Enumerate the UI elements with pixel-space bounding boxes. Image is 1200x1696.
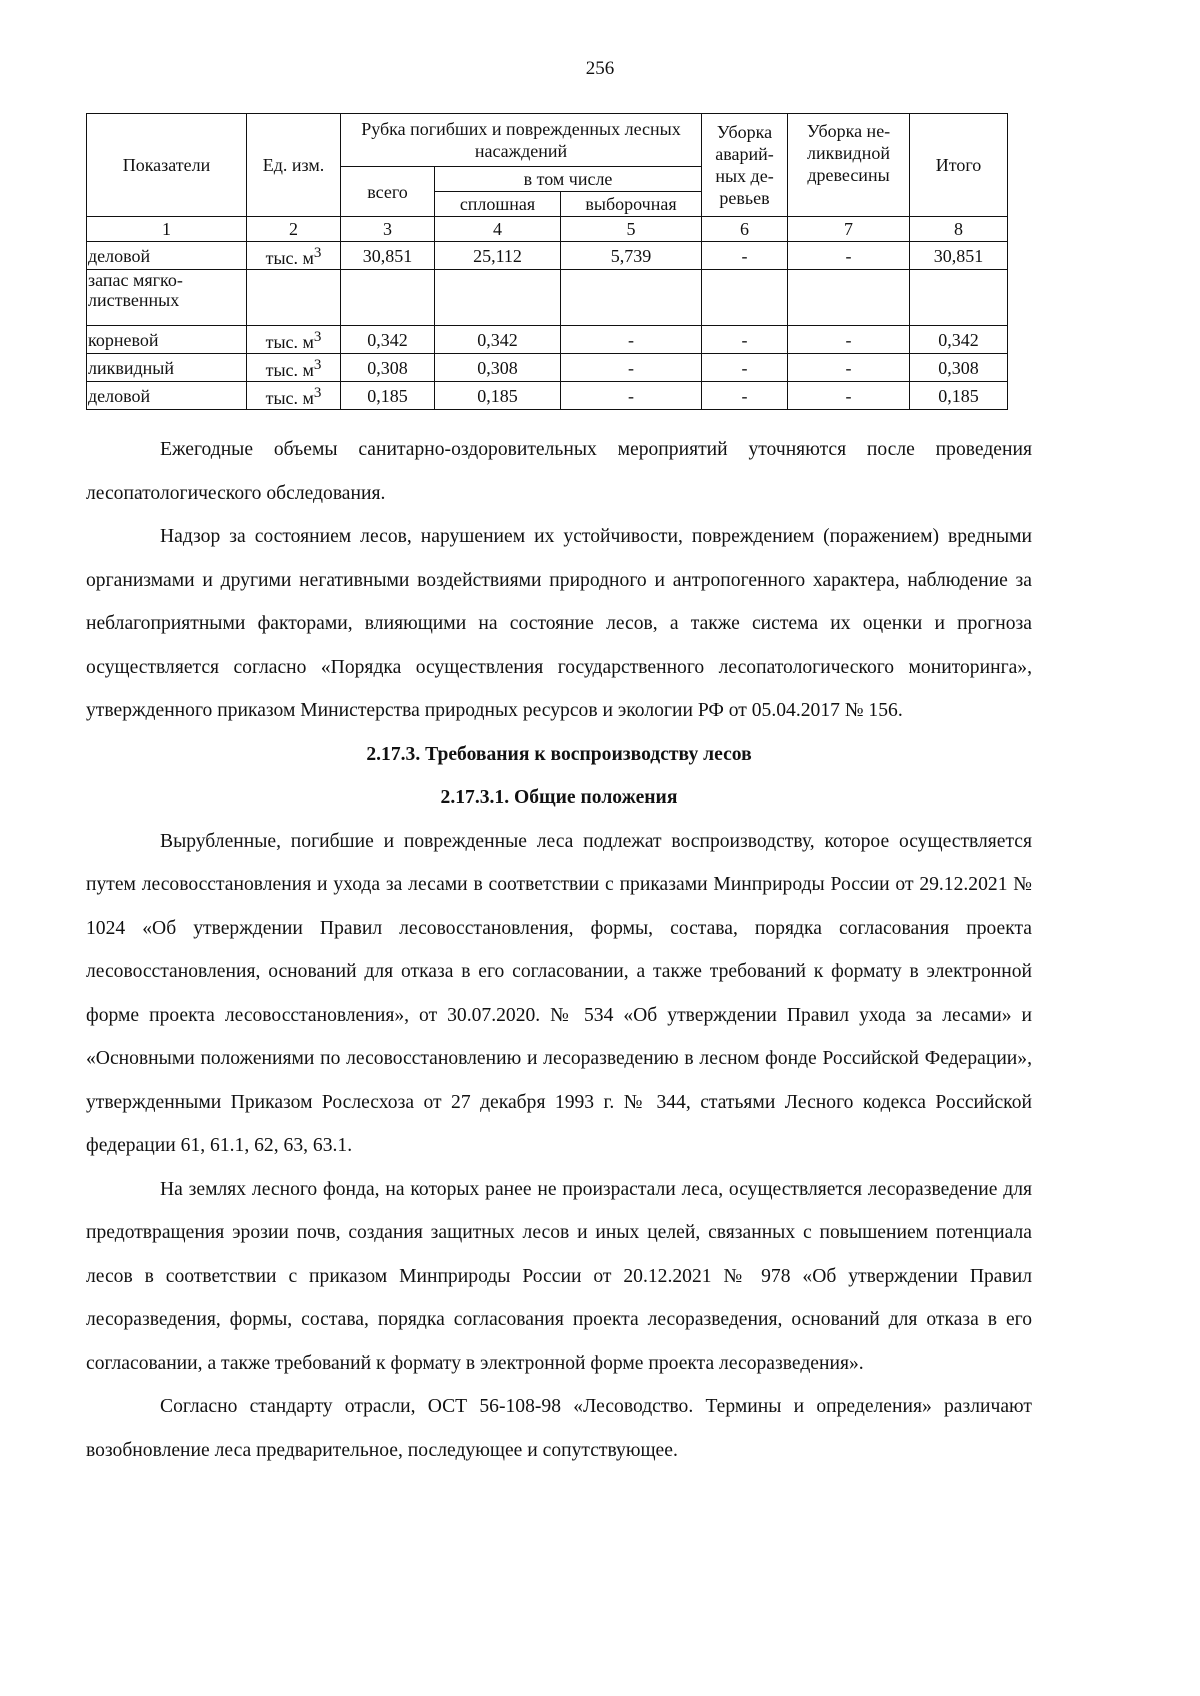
cell: 0,342 — [341, 326, 435, 354]
cell: - — [702, 382, 788, 410]
row-unit: тыс. $м^3$ — [247, 326, 341, 354]
col-number: 3 — [341, 217, 435, 242]
cell: 0,185 — [435, 382, 561, 410]
header-clear: сплошная — [435, 192, 561, 217]
col-number: 6 — [702, 217, 788, 242]
col-number: 1 — [87, 217, 247, 242]
col-number: 5 — [561, 217, 702, 242]
row-unit: тыс. $м^3$ — [247, 354, 341, 382]
cell: 0,185 — [341, 382, 435, 410]
paragraph: Вырубленные, погибшие и поврежденные леса подлежат воспроизводству, которое осуществляется путем лесовосстановления и ухода за лесами в соответствии с приказами Минприроды России от 29.12.2021 № 1024 «Об утверждении Правил лесовосстановления, формы, состава, порядка согласования проекта лесовосстановления, оснований для отказа в его согласовании, а также требований к формату в электронной форме проекта лесовосстановления», от 30.07.2020. № 534 «Об утверждении Правил ухода за лесами» и «Основными положениями по лесовосстановлению и лесоразведению в лесном фонде Российской Федерации», утвержденными Приказом Рослесхоза от 27 декабря 1993 г. № 344, статьями Лесного кодекса Российской федерации 61, 61.1, 62, 63, 63.1. — [86, 830, 1032, 1156]
row-unit: тыс. $м^3$ — [247, 382, 341, 410]
cell — [788, 270, 910, 326]
table-row — [87, 242, 1008, 270]
cell: - — [788, 354, 910, 382]
header-unit: Ед. изм. — [247, 114, 341, 217]
cell: 25,112 — [435, 242, 561, 270]
cell: - — [561, 382, 702, 410]
paragraph: Ежегодные объемы санитарно-оздоровительных мероприятий уточняются после проведения лесопатологического обследования. — [86, 439, 1032, 504]
header-selective: выборочная — [561, 192, 702, 217]
cell: 30,851 — [910, 242, 1008, 270]
row-name: деловой — [87, 242, 247, 270]
subsection-heading: 2.17.3.1. Общие положения — [440, 787, 678, 808]
cell: 30,851 — [341, 242, 435, 270]
cell: 0,308 — [910, 354, 1008, 382]
paragraph: Согласно стандарту отрасли, ОСТ 56-108-98 «Лесоводство. Термины и определения» различают возобновление леса предварительное, последующее и сопутствующее. — [86, 1396, 1032, 1461]
row-name: деловой — [87, 382, 247, 410]
row-name: ликвидный — [87, 354, 247, 382]
header-emergency: Уборка аварий-ных де-ревьев — [702, 114, 788, 217]
paragraph: На землях лесного фонда, на которых ранее не произрастали леса, осуществляется лесоразведение для предотвращения эрозии почв, создания защитных лесов и иных целей, связанных с повышением потенциала лесов в соответствии с приказом Минприроды России от 20.12.2021 № 978 «Об утверждении Правил лесоразведения, формы, состава, порядка согласования проекта лесоразведения, оснований для отказа в его согласовании, а также требований к формату в электронной форме проекта лесоразведения». — [86, 1178, 1032, 1374]
cell: 0,342 — [910, 326, 1008, 354]
col-number: 4 — [435, 217, 561, 242]
paragraph: Надзор за состоянием лесов, нарушением их устойчивости, повреждением (поражением) вредными организмами и другими негативными воздействиями природного и антропогенного характера, наблюдение за неблагоприятными факторами, влияющими на состояние лесов, а также система их оценки и прогноза осуществляется согласно «Порядка осуществления государственного лесопатологического мониторинга», утвержденного приказом Министерства природных ресурсов и экологии РФ от 05.04.2017 № 156. — [86, 526, 1032, 721]
table-row — [87, 354, 1008, 382]
col-number: 2 — [247, 217, 341, 242]
cell: - — [702, 242, 788, 270]
cell — [702, 270, 788, 326]
cell — [435, 270, 561, 326]
cell: - — [702, 326, 788, 354]
cell: - — [788, 242, 910, 270]
cell: 0,308 — [341, 354, 435, 382]
header-felling: Рубка погибших и поврежденных лесных насаждений — [341, 114, 702, 167]
data-table — [86, 113, 1008, 410]
cell — [247, 270, 341, 326]
header-including: в том числе — [435, 167, 702, 192]
cell: 0,308 — [435, 354, 561, 382]
cell: - — [702, 354, 788, 382]
section-heading: 2.17.3. Требования к воспроизводству лесов — [366, 743, 752, 765]
cell: - — [561, 354, 702, 382]
cell: - — [561, 326, 702, 354]
col-number: 7 — [788, 217, 910, 242]
col-number: 8 — [910, 217, 1008, 242]
row-name: запас мягко-лиственных — [87, 270, 247, 326]
page-number: 256 — [585, 58, 615, 79]
header-indicators: Показатели — [87, 114, 247, 217]
cell — [341, 270, 435, 326]
table-row — [87, 326, 1008, 354]
table-row — [87, 270, 1008, 326]
header-all: всего — [341, 167, 435, 217]
cell — [561, 270, 702, 326]
cell: - — [788, 382, 910, 410]
row-name: корневой — [87, 326, 247, 354]
row-unit: тыс. $м^3$ — [247, 242, 341, 270]
table-row — [87, 382, 1008, 410]
cell: 5,739 — [561, 242, 702, 270]
header-total: Итого — [910, 114, 1008, 217]
cell: - — [788, 326, 910, 354]
body-text — [86, 428, 1032, 1472]
cell: 0,342 — [435, 326, 561, 354]
header-illiquid: Уборка не-ликвидной древесины — [788, 114, 910, 217]
cell — [910, 270, 1008, 326]
cell: 0,185 — [910, 382, 1008, 410]
